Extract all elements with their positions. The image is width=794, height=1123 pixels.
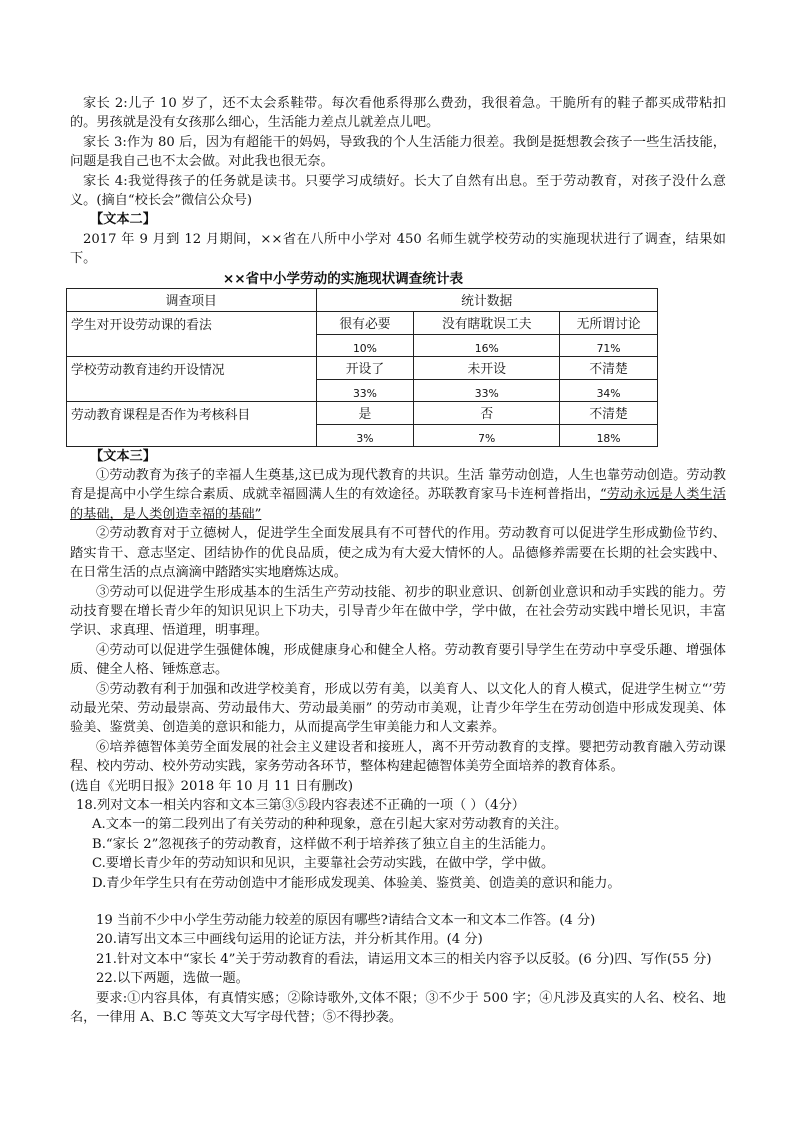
spacer	[70, 893, 726, 911]
header-survey-item: 调查项目	[67, 288, 317, 311]
option-cell: 不清楚	[560, 401, 658, 424]
parent-2-paragraph: 家长 2:儿子 10 岁了，还不太会系鞋带。每次看他系得那么费劲，我很着急。干脆所有的鞋子都买成带粘扣的。男孩就是没有女孩那么细心，生活能力差点儿就差点儿吧。	[70, 96, 726, 131]
text3-paragraph-2: ②劳动教育对于立德树人，促进学生全面发展具有不可替代的作用。劳动教育可以促进学生形成勤俭节约、踏实肯干、意志坚定、团结协作的优良品质，使之成为有大爱大情怀的人。品德修养需要在长期的社会实践中、在日常生活的点点滴滴中踏踏实实地磨炼达成。	[70, 526, 726, 581]
table-row	[67, 311, 658, 334]
text3-paragraph-5: ⑤劳动教有利于加强和改进学校美育，形成以劳有美，以美育人、以文化人的育人模式，促进学生树立“’劳动最光荣、劳动最崇高、劳动最伟大、劳动最美丽” 的劳动市美观，让青少年学生在劳动创造中形成发现美、体验美、鉴赏美、创造美的意识和能力，从而提高学生审美能力和人文素养。	[70, 681, 726, 736]
percent-cell: 7%	[414, 424, 560, 446]
question-18-option-b: B.“家长 2”忽视孩子的劳动教育，这样做不利于培养孩了独立自主的生活能力。	[92, 836, 554, 852]
row-item-label: 学校劳动教育违约开设情况	[67, 356, 317, 401]
writing-requirements: 要求:①内容具体，有真情实感；②除诗歌外,文体不限；③不少于 500 字；④凡涉及真实的人名、校名、地名，一律用 A、B.C 等英文大写字母代替；⑤不得抄袭。	[70, 990, 726, 1026]
question-22: 22.以下两题，选做一题。	[96, 971, 249, 987]
percent-cell: 10%	[316, 334, 414, 356]
table-row	[67, 356, 658, 379]
text3-paragraph-3: ③劳动可以促进学生形成基本的生活生产劳动技能、初步的职业意识、创新创业意识和动手实践的能力。劳动技育婴在增长青少年的知识见识上下功夫，引导青少年在做中学，学中做，在社会劳动实践中增长见识，丰富学识、求真理、悟道理，明事理。	[70, 584, 726, 639]
text3-p1-text: ①劳动教育为孩子的幸福人生奠基,这已成为现代教育的共识。生活 靠劳动创造，人生也靠劳动创造。劳动教育是提高中小学生综合素质、成就幸福圆满人生的有效途径。苏联教育家马卡连柯普指出，	[70, 468, 726, 503]
option-cell: 是	[316, 401, 414, 424]
percent-cell: 33%	[316, 379, 414, 401]
question-21: 21.针对文本中“家长 4”关于劳动教育的看法，请运用文本三的相关内容予以反驳。(6 分)四、写作(55 分)	[96, 951, 712, 967]
table-header-row	[67, 288, 658, 311]
percent-cell: 71%	[560, 334, 658, 356]
text3-paragraph-6: ⑥培养德智体美劳全面发展的社会主义建设者和接班人，离不开劳动教育的支撑。婴把劳动教育融入劳动课程、校内劳动、校外劳动实践，家务劳动各环节，整体构建起德智体美劳全面培养的教育体系。	[70, 739, 726, 775]
option-cell: 很有必要	[316, 311, 414, 334]
text2-intro: 2017 年 9 月到 12 月期间，××省在八所中小学对 450 名师生就学校劳动的实施现状进行了调查，结果如下。	[70, 231, 726, 267]
text3-heading: 【文本三】	[90, 448, 156, 464]
question-20: 20.请写出文本三中画线句运用的论证方法，并分析其作用。(4 分)	[96, 932, 483, 948]
question-18: 18.列对文本一相关内容和文本三第③⑤段内容表述不正确的一项（ ）（4分）	[76, 797, 525, 813]
option-cell: 无所谓讨论	[560, 311, 658, 334]
option-cell: 未开设	[414, 356, 560, 379]
option-cell: 开设了	[316, 356, 414, 379]
percent-cell: 18%	[560, 424, 658, 446]
underlined-quote: “劳动永远是人类生活的基础，是人类创造幸福的基础”	[70, 487, 726, 522]
row-item-label: 学生对开设劳动课的看法	[67, 311, 317, 356]
text3-paragraph-1	[70, 466, 726, 524]
option-cell: 没有瞎耽误工夫	[414, 311, 560, 334]
question-18-option-a: A.文本一的第二段列出了有关劳动的种种现象，意在引起大家对劳动教育的关注。	[92, 817, 568, 833]
parent-4-paragraph: 家长 4:我觉得孩子的任务就是读书。只要学习成绩好。长大了自然有出息。至于劳动教育，对孩子没什么意义。(摘自“校长会”微信公众号)	[70, 173, 726, 209]
percent-cell: 3%	[316, 424, 414, 446]
text3-source: (选自《光明日报》2018 年 10 月 11 日有删改)	[70, 778, 353, 794]
option-cell: 否	[414, 401, 560, 424]
percent-cell: 16%	[414, 334, 560, 356]
parent-3-paragraph: 家长 3:作为 80 后，因为有超能干的妈妈，导致我的个人生活能力很差。我倒是挺想教会孩子一些生活技能，问题是我自己也不太会做。对此我也很无奈。	[70, 134, 726, 170]
percent-cell: 34%	[560, 379, 658, 401]
table-row	[67, 401, 658, 424]
question-18-option-c: C.要增长青少年的劳动知识和见识，主要靠社会劳动实践，在做中学，学中做。	[92, 856, 555, 872]
survey-table	[66, 288, 658, 447]
option-cell: 不清楚	[560, 356, 658, 379]
document-page	[70, 94, 726, 1027]
table-title: ××省中小学劳动的实施现状调查统计表	[222, 270, 464, 287]
text2-heading: 【文本二】	[90, 212, 156, 228]
question-19: 19 当前不少中小学生劳动能力较差的原因有哪些?请结合文本一和文本二作答。(4 分)	[96, 913, 596, 928]
text3-paragraph-4: ④劳动可以促进学生强健体魄，形成健康身心和健全人格。劳动教育要引导学生在劳动中享受乐趣、增强体质、健全人格、锤炼意志。	[70, 642, 726, 678]
row-item-label: 劳动教育课程是否作为考核科目	[67, 401, 317, 446]
question-18-option-d: D.青少年学生只有在劳动创造中才能形成发现美、体验美、鉴赏美、创造美的意识和能力。	[92, 875, 621, 891]
percent-cell: 33%	[414, 379, 560, 401]
header-statistics: 统计数据	[316, 288, 657, 311]
